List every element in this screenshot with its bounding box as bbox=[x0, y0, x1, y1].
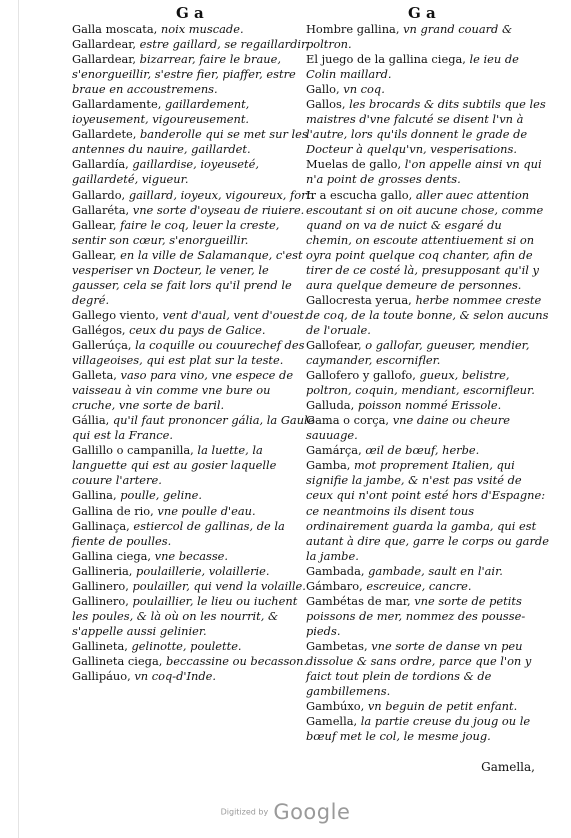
entry-headword: Gallear, bbox=[72, 247, 121, 262]
dictionary-entry bbox=[306, 398, 549, 413]
entry-definition: aller auec attention escoutant si on oit aucune chose, comme quand on va de nuict & esgaré du chemin, on escoute attentiuement si on oyra point quelque coq chanter, afin de tirer de ce costé là, presupposant qu'il y aura quelque demeure de personnes. bbox=[306, 187, 544, 292]
dictionary-entry bbox=[72, 669, 315, 684]
entry-headword: Gallaréta, bbox=[72, 202, 133, 217]
entry-definition: gelinotte, poulette. bbox=[131, 638, 242, 653]
entry-definition: vn coq. bbox=[343, 82, 385, 97]
entry-headword: Ir a escucha gallo, bbox=[306, 187, 416, 202]
running-head-right: G a bbox=[408, 4, 436, 22]
dictionary-entry bbox=[306, 368, 549, 398]
entry-definition: noix muscade. bbox=[160, 22, 244, 36]
right-column bbox=[306, 22, 549, 744]
entry-definition: œil de bœuf, herbe. bbox=[365, 443, 480, 458]
entry-headword: Gama o corça, bbox=[306, 413, 393, 428]
google-logo: Google bbox=[273, 800, 351, 824]
dictionary-entry bbox=[306, 157, 549, 187]
entry-headword: Gallardía, bbox=[72, 157, 133, 172]
entry-headword: Gallear, bbox=[72, 217, 121, 232]
entry-headword: Gambetas, bbox=[306, 638, 372, 653]
dictionary-entry bbox=[306, 579, 549, 594]
watermark-prefix: Digitized by bbox=[220, 807, 269, 817]
entry-headword: Gallinero, bbox=[72, 578, 133, 593]
entry-headword: Gallardete, bbox=[72, 127, 141, 142]
entry-definition: poisson nommé Erissole. bbox=[357, 398, 502, 413]
entry-definition: herbe nommee creste de coq, de la toute bonne, & selon aucuns de l'oruale. bbox=[306, 292, 549, 337]
dictionary-entry bbox=[72, 443, 315, 488]
dictionary-entry bbox=[306, 639, 549, 699]
entry-definition: vne sorte de danse vn peu dissolue & sans ordre, parce que l'on y faict tout plein de tordions & de gambillemens. bbox=[306, 638, 532, 699]
dictionary-entry bbox=[72, 218, 315, 248]
entry-headword: Gallineria, bbox=[72, 563, 137, 578]
dictionary-entry bbox=[72, 308, 315, 323]
entry-headword: Galla moscata, bbox=[72, 22, 161, 36]
entry-definition: o gallofar, gueuser, mendier, caymander, escornifler. bbox=[306, 337, 530, 368]
entry-definition: estre gaillard, se regaillardir. bbox=[139, 37, 309, 52]
entry-definition: gambade, sault en l'air. bbox=[368, 563, 503, 578]
entry-headword: Gallo, bbox=[306, 82, 344, 97]
catchword: Gamella, bbox=[481, 760, 535, 774]
entry-definition: poulaillier, le lieu ou iuchent les poules, & là où on les nourrit, & s'appelle aussi gelinier. bbox=[72, 593, 298, 638]
dictionary-entry bbox=[306, 188, 549, 293]
entry-definition: gaillardise, ioyeuseté, gaillardeté, vigueur. bbox=[72, 157, 259, 187]
entry-headword: Gallégos, bbox=[72, 322, 130, 337]
entry-headword: Gallofero y gallofo, bbox=[306, 368, 420, 383]
dictionary-entry bbox=[306, 338, 549, 368]
entry-definition: faire le coq, leuer la creste, sentir son cœur, s'enorgueillir. bbox=[72, 217, 280, 247]
dictionary-entry bbox=[306, 714, 549, 744]
entry-definition: beccassine ou becasson. bbox=[165, 653, 308, 668]
entry-headword: Gállia, bbox=[72, 413, 113, 428]
dictionary-entry bbox=[306, 97, 549, 157]
entry-headword: Gamba, bbox=[306, 458, 355, 473]
entry-definition: la coquille ou couurechef des villageoises, qui est plat sur la teste. bbox=[72, 337, 305, 368]
entry-headword: Gamárça, bbox=[306, 443, 366, 458]
entry-headword: Gallos, bbox=[306, 97, 350, 112]
entry-headword: Gallillo o campanilla, bbox=[72, 443, 198, 458]
digitization-watermark bbox=[0, 800, 571, 824]
entry-definition: gaillardement, ioyeusement, vigoureusement. bbox=[72, 97, 250, 127]
dictionary-entry bbox=[72, 519, 315, 549]
dictionary-entry bbox=[72, 52, 315, 97]
entry-headword: Gallineta ciega, bbox=[72, 653, 166, 668]
entry-headword: Gámbaro, bbox=[306, 578, 367, 593]
dictionary-entry bbox=[306, 699, 549, 714]
entry-headword: Gambúxo, bbox=[306, 699, 368, 714]
dictionary-entry bbox=[72, 549, 315, 564]
entry-definition: vne poulle d'eau. bbox=[157, 503, 256, 518]
entry-definition: banderolle qui se met sur les antennes du nauire, gaillardet. bbox=[72, 127, 308, 157]
entry-headword: Gallardo, bbox=[72, 187, 129, 202]
entry-definition: vne sorte de petits poissons de mer, nommez des pousse-pieds. bbox=[306, 593, 526, 638]
dictionary-entry bbox=[72, 579, 315, 594]
dictionary-entry bbox=[306, 52, 549, 82]
dictionary-entry bbox=[306, 82, 549, 97]
entry-definition: vne sorte d'oyseau de riuiere. bbox=[132, 202, 305, 217]
entry-headword: Gallinero, bbox=[72, 593, 133, 608]
entry-headword: Galluda, bbox=[306, 398, 358, 413]
entry-headword: Hombre gallina, bbox=[306, 22, 404, 36]
dictionary-entry bbox=[72, 97, 315, 127]
entry-headword: Gallipáuo, bbox=[72, 669, 135, 684]
dictionary-entry bbox=[306, 443, 549, 458]
dictionary-entry bbox=[72, 37, 315, 52]
entry-definition: poulailler, qui vend la volaille. bbox=[132, 578, 306, 593]
dictionary-entry bbox=[306, 413, 549, 443]
dictionary-entry bbox=[72, 504, 315, 519]
dictionary-entry bbox=[72, 22, 315, 37]
entry-headword: Galleta, bbox=[72, 368, 121, 383]
dictionary-entry bbox=[306, 564, 549, 579]
dictionary-entry bbox=[72, 188, 315, 203]
entry-definition: la luette, la languette qui est au gosier laquelle couure l'artere. bbox=[72, 443, 277, 488]
dictionary-entry bbox=[72, 127, 315, 157]
entry-definition: poulle, geline. bbox=[120, 488, 202, 503]
entry-headword: Gallofear, bbox=[306, 337, 366, 352]
entry-headword: Gallina ciega, bbox=[72, 548, 155, 563]
entry-definition: gueux, belistre, poltron, coquin, mendiant, escornifleur. bbox=[306, 368, 535, 398]
dictionary-entry bbox=[72, 203, 315, 218]
entry-definition: vn beguin de petit enfant. bbox=[367, 699, 518, 714]
entry-headword: Gallocresta yerua, bbox=[306, 292, 416, 307]
entry-headword: El juego de la gallina ciega, bbox=[306, 52, 470, 67]
dictionary-entry bbox=[72, 323, 315, 338]
dictionary-entry bbox=[72, 368, 315, 413]
entry-headword: Gambada, bbox=[306, 563, 369, 578]
entry-headword: Gallardamente, bbox=[72, 97, 165, 112]
dictionary-entry bbox=[72, 654, 315, 669]
entry-definition: vne daine ou cheure sauuage. bbox=[306, 413, 511, 443]
entry-definition: le ieu de Colin maillard. bbox=[306, 52, 519, 82]
dictionary-entry bbox=[72, 594, 315, 639]
entry-headword: Gallinaça, bbox=[72, 518, 134, 533]
entry-definition: estiercol de gallinas, de la fiente de poulles. bbox=[72, 518, 285, 548]
dictionary-entry bbox=[306, 22, 549, 52]
running-head-left: G a bbox=[176, 4, 204, 22]
entry-headword: Gallerúça, bbox=[72, 337, 136, 352]
entry-definition: vaso para vino, vne espece de vaisseau à vin comme vne bure ou cruche, vne sorte de baril. bbox=[72, 368, 294, 413]
entry-headword: Muelas de gallo, bbox=[306, 157, 405, 172]
entry-definition: poulaillerie, volaillerie. bbox=[136, 563, 270, 578]
entry-definition: les brocards & dits subtils que les maistres d'vne falcuté se disent l'vn à l'autre, lors qu'ils donnent le grade de Docteur à quelqu'vn, vesperisations. bbox=[306, 97, 546, 157]
entry-definition: gaillard, ioyeux, vigoureux, fort. bbox=[128, 187, 315, 202]
entry-headword: Gallineta, bbox=[72, 638, 132, 653]
dictionary-entry bbox=[306, 458, 549, 563]
entry-headword: Gallardear, bbox=[72, 52, 140, 67]
entry-definition: vn coq-d'Inde. bbox=[134, 669, 217, 684]
dictionary-entry bbox=[72, 413, 315, 443]
entry-definition: escreuice, cancre. bbox=[366, 578, 472, 593]
dictionary-entry bbox=[72, 248, 315, 308]
entry-definition: bizarrear, faire le braue, s'enorgueillir, s'estre fier, piaffer, estre braue en accoustremens. bbox=[72, 52, 296, 97]
entry-headword: Gallina, bbox=[72, 488, 121, 503]
entry-definition: vn grand couard & poltron. bbox=[306, 22, 513, 52]
dictionary-entry bbox=[306, 594, 549, 639]
dictionary-entry bbox=[306, 293, 549, 338]
left-column bbox=[72, 22, 315, 684]
entry-headword: Gallardear, bbox=[72, 37, 140, 52]
dictionary-entry bbox=[72, 564, 315, 579]
dictionary-entry bbox=[72, 157, 315, 187]
entry-definition: vne becasse. bbox=[154, 548, 229, 563]
entry-definition: en la ville de Salamanque, c'est vesperiser vn Docteur, le vener, le gausser, cela se fait lors qu'il prend le degré. bbox=[72, 247, 303, 307]
dictionary-entry bbox=[72, 488, 315, 503]
entry-headword: Gamella, bbox=[306, 714, 361, 729]
entry-headword: Gallego viento, bbox=[72, 307, 163, 322]
entry-definition: ceux du pays de Galice. bbox=[129, 322, 266, 337]
entry-definition: la partie creuse du joug ou le bœuf met le col, le mesme joug. bbox=[306, 714, 531, 744]
entry-definition: mot proprement Italien, qui signifie la jambe, & n'est pas vsité de ceux qui n'ont point esté hors d'Espagne: ce neantmoins ils disent tous ordinairement guarda la gamba, qui est autant à dire que, garre le corps ou garde la jambe. bbox=[306, 458, 549, 563]
dictionary-entry bbox=[72, 639, 315, 654]
page-edge-shadow bbox=[18, 0, 19, 838]
dictionary-entry bbox=[72, 338, 315, 368]
entry-definition: l'on appelle ainsi vn qui n'a point de grosses dents. bbox=[306, 157, 542, 187]
entry-headword: Gambétas de mar, bbox=[306, 593, 415, 608]
entry-definition: qu'il faut prononcer gália, la Gaule qui est la France. bbox=[72, 413, 315, 443]
entry-definition: vent d'aual, vent d'ouest. bbox=[162, 307, 308, 322]
entry-headword: Gallina de rio, bbox=[72, 503, 158, 518]
